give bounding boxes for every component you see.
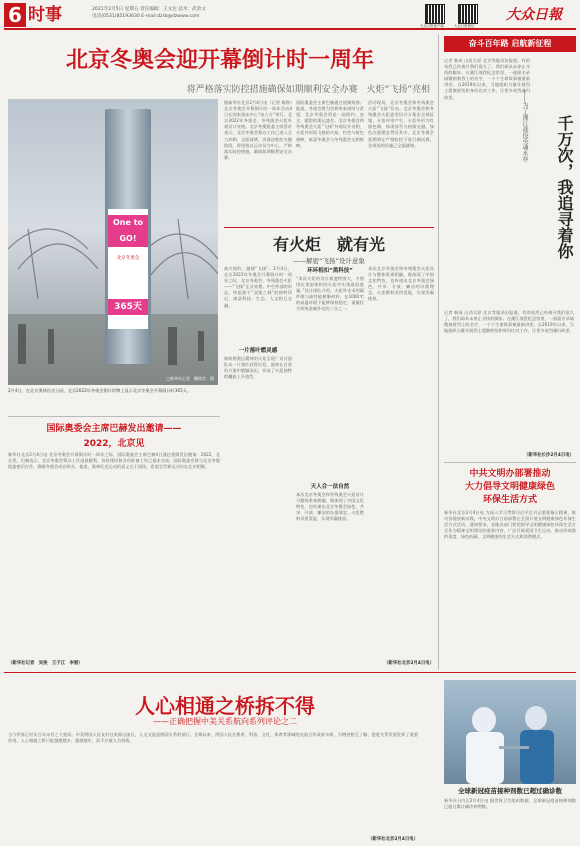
- torch-column-4: 本次北京冬奥会和冬残奥会火炬设计与整体景观相融，既体现了中国文化特色，也传递出北京冬奥会绿色、共享、开放、廉洁的办奥理念。火炬燃料采用氢能，实现零碳排放。: [368, 266, 434, 302]
- qr2-label: 大众日报微信: [454, 24, 475, 28]
- header-meta-line1: 2021年2月5日 星期五 责任编辑：王文达 技术：武余文: [92, 7, 206, 12]
- torch-subhead-1: 一片落叶燃灵感: [238, 348, 278, 354]
- divider: [8, 416, 220, 417]
- header-meta-line2: 电话(0531)85193630 E-mail:dzrb@dzwww.com: [92, 14, 200, 19]
- bottom-headline: 人心相通之桥拆不得: [135, 694, 315, 718]
- divider: [444, 462, 576, 463]
- vaccine-caption-title: 全球新冠疫苗接种剂数已超过确诊数: [458, 787, 562, 795]
- header-rule: [4, 28, 576, 30]
- section-title: 时事: [28, 5, 62, 25]
- torch-column-2: “本次火炬的设计难度特别大，力图用在类似体积的火炬中实现最轻重量。”设计团队介绍，火炬外壳采用碳纤维与高性能树脂材料，在1000℃的高温环境下能够保持稳定，重量仅为传统金属外壳的三分之一。: [296, 276, 364, 312]
- lead-column-3: 活动现场，北京冬奥会和冬残奥会火炬“飞扬”发布。北京冬奥会和冬残奥会火炬造型设计方案由全球征集、专家评审产生。火炬外形为红银色调，体现冰雪与热情交融，绿色办奥理念贯穿其中。北京冬奥会延期将在严格防控下进行测试赛，各项场馆设施已全面就绪。: [368, 100, 434, 148]
- bottom-body: 当今世界正经历百年未有之大变局。中美两国人民友好往来源远流长，人文交流是两国关系的基石。长期以来，两国人民在教育、科技、文化、体育等领域的交流合作成果丰硕，为增进相互了解、促进关系发展发挥了重要作用。人心相通之桥只能越建越多、越建越牢，而不应被人为拆毁。: [8, 732, 418, 744]
- ioc-headline-2: 2022，北京见: [83, 439, 145, 449]
- torch-column-3: 本次北京冬奥会和冬残奥会火炬设计与整体景观相融，既体现了中国文化特色，也传递出北京冬奥会绿色、共享、开放、廉洁的办奥理念。火炬燃料采用氢能，实现零碳排放。: [296, 492, 364, 522]
- vaccine-photo: [444, 680, 576, 784]
- page-number: 6: [4, 3, 26, 27]
- lead-subheadline: 将严格落实防控措施确保如期顺利安全办赛 火炬“飞扬”亮相: [186, 85, 430, 95]
- divider: [224, 227, 434, 228]
- eco-headline-2: 大力倡导文明健康绿色: [464, 482, 555, 492]
- ioc-credit: （新华社记者 吴俊 王子江 李丽）: [8, 661, 83, 666]
- column-divider: [438, 34, 439, 670]
- qr-code-icon: [425, 4, 445, 24]
- right-story-body: 记者 韩成 山西太原 北京等地采访报道。有的英烈已经离开我们很久了，我们却从未停止寻找的脚步。在湘江战役纪念馆里，一面面名录墙镌刻着烈士的名字，一个个生命故事被重新讲述。自2019年以来，当地组织力量开展烈士遗骸收殓和身份比对工作，让更多英烈魂归故里。: [444, 58, 530, 100]
- right-story-body-2: 记者 韩成 山西太原 北京等地采访报道。有的英烈已经离开我们很久了，我们却从未停止寻找的脚步。在湘江战役纪念馆里，一面面名录墙镌刻着烈士的名字，一个个生命故事被重新讲述。自2019年以来，当地组织力量开展烈士遗骸收殓和身份比对工作，让更多英烈魂归故里。: [444, 310, 574, 334]
- vaccine-scene: [444, 680, 576, 784]
- ioc-headline: 国际奥委会主席巴赫发出邀请——: [46, 424, 182, 434]
- section-rule: [4, 672, 576, 673]
- header-meta: [92, 6, 206, 20]
- torch-subhead-2: 环环相扣“黑科技”: [307, 268, 353, 274]
- eco-headline-3: 环保生活方式: [482, 495, 537, 505]
- lead-photo-caption: 2月4日，在北京奥林匹克公园，北京2022年冬奥会倒计时牌上显示北京冬奥会开幕倒计时365天。: [8, 388, 192, 393]
- countdown-sign-cn: 北京冬奥会: [116, 256, 140, 261]
- countdown-sign: [108, 209, 148, 329]
- qr1-label: 大众日报客户端: [420, 24, 444, 28]
- torch-headline: 有火炬 就有光: [272, 235, 385, 254]
- torch-credit: （新华社北京2月4日电）: [383, 661, 434, 666]
- ioc-body: 新华社北京2月4日电 北京冬奥会开幕倒计时一周年之际，国际奥委会主席巴赫4日通过视频发出邀请：2022，北京见。巴赫表示，北京冬奥会筹办工作进展顺利，场馆建设和各项准备工作已基本完成。国际奥委会将与北京冬奥组委密切合作，确保冬奥会成功举办。他说，奥林匹克运动的意义在于团结，希望全世界运动员在北京相聚。: [8, 452, 220, 470]
- lead-headline: 北京冬奥会迎开幕倒计时一周年: [65, 48, 374, 73]
- lead-photo: [8, 99, 218, 385]
- bottom-subheadline: ——正确把握中美关系航向系列评论之二: [153, 717, 297, 726]
- bottom-credit: （新华社北京2月4日电）: [367, 837, 418, 842]
- torch-column-1: 战火相约，激情“飞扬”。2月4日，北京2022年冬奥会开幕倒计时一周年之际，北京冬奥会、冬残奥会火炬——“飞扬”正式亮相。中空外部的形态，构思源于“双奥之城”的独特印记，寓意科技、生态、人文相互交融。: [224, 266, 292, 308]
- newspaper-logo: 大众日報: [506, 7, 562, 23]
- torch-column-1b: 如何将奥运精神用火炬呈现？设计团队从一片落叶获得启发，最终在百余份方案中脱颖而出，形成了火炬独特的螺旋上升造型。: [224, 356, 292, 380]
- right-story-subheadline: ——为了湘江战役英魂永存: [521, 90, 528, 162]
- torch-subheadline: ——解密“飞扬”设计意象: [293, 257, 365, 265]
- lead-column-1: 据新华社北京2月4日电（记者 姬烨）北京冬奥会开幕倒计时一周年活动4日在国家游泳中心“冰立方”举行。北京2022年冬奥会、冬残奥会火炬外观设计亮相。北京冬奥组委主席蔡奇表示，北京冬奥会筹办工作已进入全力冲刺、全面就绪、决战决胜的关键阶段。将坚持以运动员为中心，严格落实防控措施，确保如期顺利安全办赛。: [224, 100, 292, 160]
- right-story-credit: （新华社长沙2月4日电）: [523, 453, 574, 458]
- countdown-sign-main: One to GO!: [108, 215, 148, 247]
- photo-credit: □新华社记者 鞠焕宗 摄: [166, 376, 214, 381]
- eco-body: 新华社北京2月4日电 为深入学习贯彻习近平总书记重要指示精神，推动各地创新实践，中央文明办日前部署在全国开展文明健康绿色环保生活方式活动。通知要求，各地各部门要把倡导文明健康绿色环保生活方式作为精神文明建设的重要内容，广泛开展爱国卫生运动，推动形成简约适度、绿色低碳、文明健康的生活方式和消费模式。: [444, 510, 576, 540]
- series-banner: 奋斗百年路 启航新征程: [444, 36, 576, 52]
- qr-code-icon: [458, 4, 478, 24]
- eco-headline-1: 中共文明办部署推动: [469, 469, 551, 479]
- vaccine-body: 新华社日内瓦2月4日电 据世界卫生组织数据，全球新冠疫苗接种剂数已超过累计确诊病例数。: [444, 798, 576, 810]
- torch-subhead-3: 天人合一法自然: [310, 484, 350, 490]
- lead-column-2: 国际奥委会主席巴赫通过视频致辞。他说，冬奥会将为世界带来团结与希望。北京冬奥会将是一届简约、安全、精彩的奥运盛会。北京冬奥会和冬残奥会火炬“飞扬”外观设计亮相，火炬外形似飞扬的火焰，红色与银色相映，寓意冬奥会与冬残奥会交相辉映。: [296, 100, 364, 148]
- countdown-sign-days: 365天: [108, 299, 148, 315]
- right-story-headline: 千万次，我追寻着你: [555, 115, 574, 259]
